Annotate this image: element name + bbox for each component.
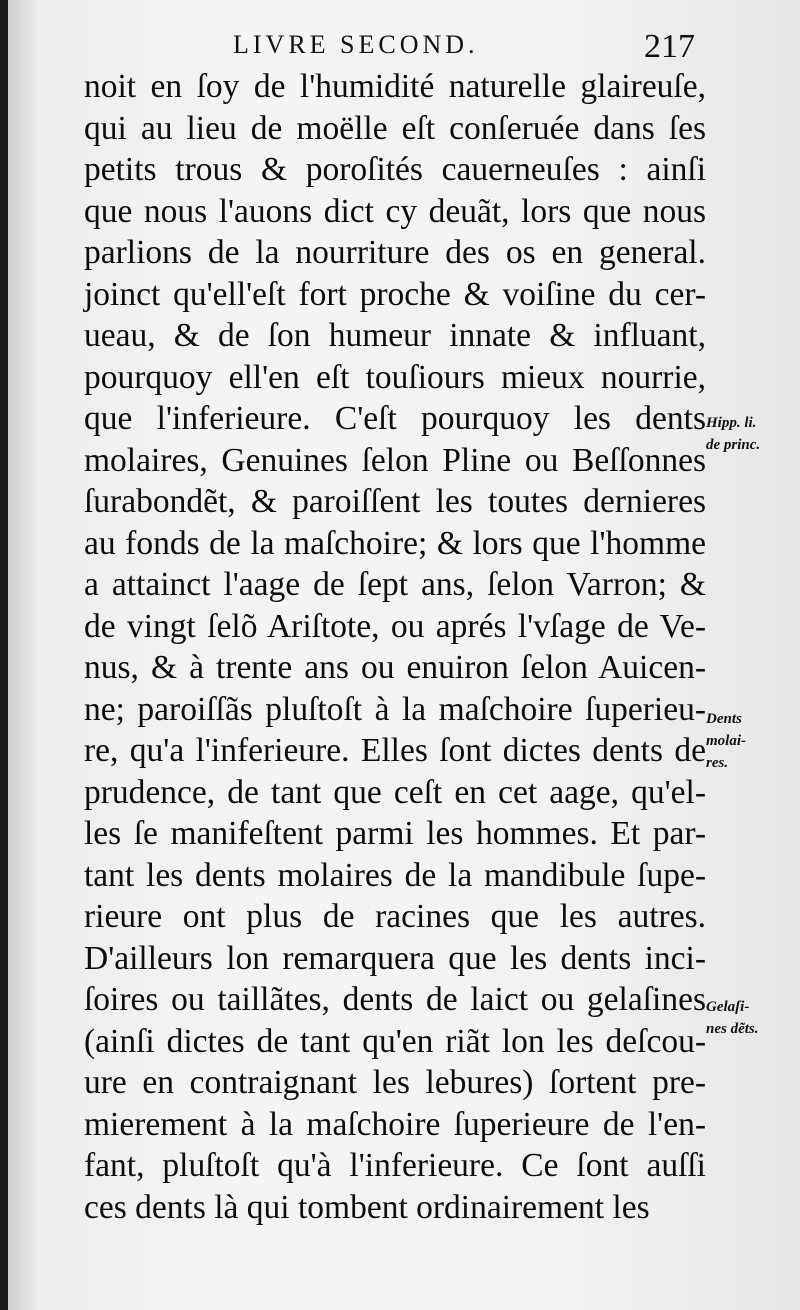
text-line: que l'inferieure. C'eſt pourquoy les dents xyxy=(84,400,706,437)
page-number: 217 xyxy=(644,28,695,65)
text-line: petits trous & poroſités cauerneuſes : ainſi xyxy=(84,151,706,188)
margin-note-line: Dents xyxy=(706,711,742,727)
margin-note-line: molai- xyxy=(706,733,746,749)
text-line: tant les dents molaires de la mandibule ſupe- xyxy=(84,856,706,894)
text-line: ces dents là qui tombent ordinairement les xyxy=(84,1188,650,1226)
text-line: a attainct l'aage de ſept ans, ſelon Varron; & xyxy=(84,566,706,603)
margin-note-line: Hipp. li. xyxy=(706,415,757,431)
margin-note-line: Gelaſi- xyxy=(706,999,750,1015)
text-line: ueau, & de ſon humeur innate & influant, xyxy=(84,317,706,354)
text-line: fant, pluſtoſt qu'à l'inferieure. Ce ſont auſſi xyxy=(84,1147,706,1184)
text-line: les ſe manifeſtent parmi les hommes. Et par- xyxy=(84,815,706,852)
text-line: qui au lieu de moëlle eſt conſeruée dans ſes xyxy=(84,109,706,147)
text-line: noit en ſoy de l'humidité naturelle glaireuſe, xyxy=(84,68,706,105)
text-line: au fonds de la maſchoire; & lors que l'homme xyxy=(84,524,706,562)
page-header xyxy=(233,26,703,70)
main-text-block xyxy=(84,66,706,1228)
margin-note-line: res. xyxy=(706,755,729,771)
text-line: ne; paroiſſãs pluſtoſt à la maſchoire ſuperieu- xyxy=(84,690,706,728)
text-line: nus, & à trente ans ou enuiron ſelon Auicen- xyxy=(84,649,706,686)
text-line: re, qu'a l'inferieure. Elles ſont dictes dents de xyxy=(84,732,706,769)
text-line: parlions de la nourriture des os en general. xyxy=(84,234,706,271)
text-line: rieure ont plus de racines que les autres. xyxy=(84,898,706,935)
text-line: molaires, Genuines ſelon Pline ou Beſſonnes xyxy=(84,441,706,479)
margin-note-gelasines xyxy=(706,996,759,1040)
text-line: prudence, de tant que ceſt en cet aage, qu'el- xyxy=(84,773,706,811)
text-line: joinct qu'ell'eſt fort proche & voiſine du cer- xyxy=(84,275,706,313)
margin-note-hipp xyxy=(706,412,760,456)
running-head: LIVRE SECOND. xyxy=(233,30,479,59)
margin-note-line: de princ. xyxy=(706,437,761,453)
margin-note-line: nes dẽts. xyxy=(706,1021,759,1037)
text-line: que nous l'auons dict cy deuãt, lors que nous xyxy=(84,192,706,230)
text-line: ure en contraignant les lebures) ſortent pre- xyxy=(84,1064,706,1101)
book-page xyxy=(8,0,800,1310)
text-line: ſurabondẽt, & paroiſſent les toutes dernieres xyxy=(84,483,706,520)
text-line: pourquoy ell'en eſt touſiours mieux nourrie, xyxy=(84,358,706,396)
margin-note-dents-molaires xyxy=(706,708,746,774)
text-line: D'ailleurs lon remarquera que les dents inci- xyxy=(84,939,706,977)
text-line: (ainſi dictes de tant qu'en riãt lon les deſcou- xyxy=(84,1022,706,1060)
text-line: ſoires ou taillãtes, dents de laict ou gelaſines xyxy=(84,981,706,1018)
text-line: mierement à la maſchoire ſuperieure de l'en- xyxy=(84,1105,706,1143)
text-line: de vingt ſelõ Ariſtote, ou aprés l'vſage de Ve- xyxy=(84,607,706,645)
